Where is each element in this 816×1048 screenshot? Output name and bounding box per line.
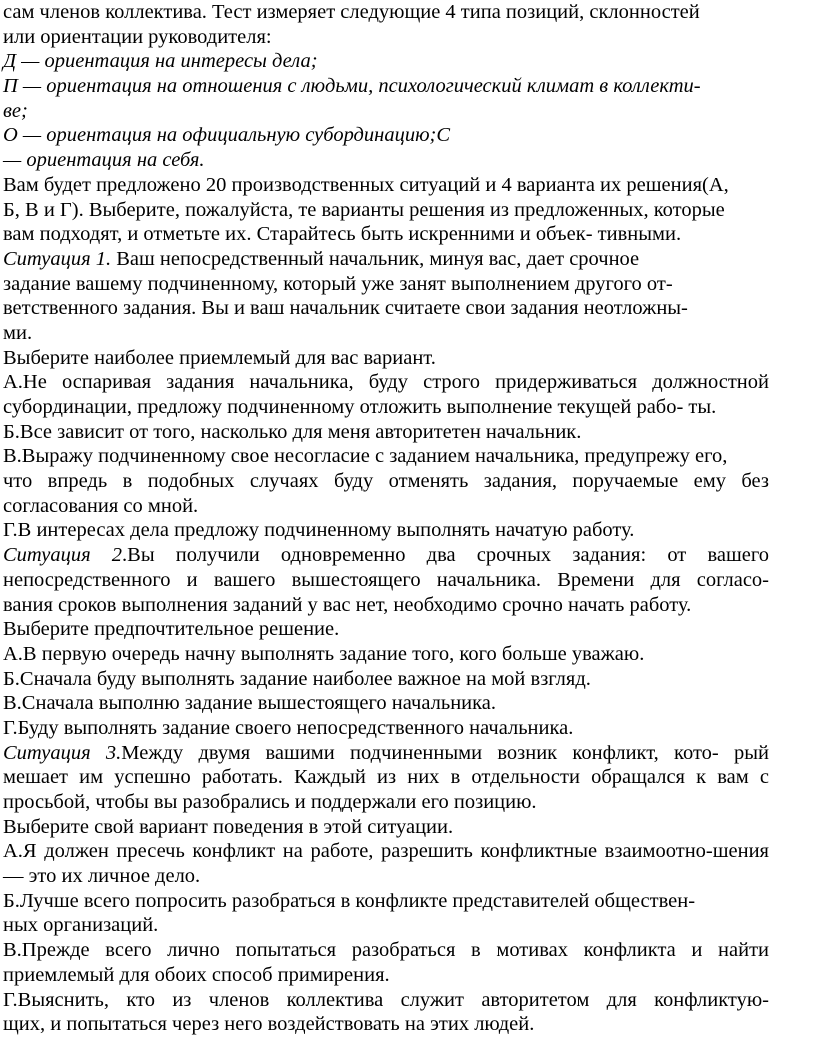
text-line xyxy=(3,864,813,889)
text-span: Б.Лучше всего попросить разобраться в конфликте представителей обществен- xyxy=(3,889,696,912)
text-span: Между двумя вашими подчиненными возник конфликт, кото- рый xyxy=(121,741,769,764)
text-span: А.В первую очередь начну выполнять задание того, кого больше уважаю. xyxy=(3,642,645,665)
italic-text: Ситуация 1. xyxy=(3,247,112,270)
italic-text: Ситуация 3. xyxy=(3,741,122,764)
text-line xyxy=(3,296,813,321)
text-span: Ваш непосредственный начальник, минуя вас, дает срочное xyxy=(111,247,640,270)
text-line xyxy=(3,568,769,593)
text-line xyxy=(3,963,813,988)
text-line xyxy=(3,395,813,420)
text-line xyxy=(3,148,813,173)
text-line xyxy=(3,222,813,247)
text-span: Выберите наиболее приемлемый для вас вариант. xyxy=(3,346,436,369)
text-line xyxy=(3,247,813,272)
text-span: Выберите свой вариант поведения в этой ситуации. xyxy=(3,815,454,838)
text-line xyxy=(3,988,769,1013)
text-line xyxy=(3,518,813,543)
text-span: согласования со мной. xyxy=(3,494,199,517)
text-span: просьбой, чтобы вы разобрались и поддержали его позицию. xyxy=(3,791,537,813)
text-line xyxy=(3,1012,813,1037)
text-span: субординации, предложу подчиненному отложить выполнение текущей рабо- ты. xyxy=(3,396,717,418)
text-line xyxy=(3,790,813,815)
text-span: Г.В интересах дела предложу подчиненному выполнять начатую работу. xyxy=(3,519,635,542)
text-span: Б.Сначала буду выполнять задание наиболее важное на мой взгляд. xyxy=(3,667,591,690)
text-line xyxy=(3,494,813,519)
italic-text: ве; xyxy=(3,99,28,122)
text-line xyxy=(3,99,813,124)
text-span: ных организаций. xyxy=(3,914,159,937)
text-span: ветственного задания. Вы и ваш начальник считаете свои задания неотложны- xyxy=(3,297,688,320)
text-span: приемлемый для обоих способ примирения. xyxy=(3,963,390,986)
text-line xyxy=(3,889,813,914)
text-line xyxy=(3,716,813,741)
text-line xyxy=(3,839,769,864)
text-span: В.Сначала выполню задание вышестоящего начальника. xyxy=(3,692,497,715)
italic-text: О — ориентация на официальную субординацию;С xyxy=(3,124,451,147)
text-line xyxy=(3,370,769,395)
text-span: непосредственного и вашего вышестоящего начальника. Времени для согласо- xyxy=(3,568,769,591)
text-line xyxy=(3,642,813,667)
text-span: Г.Выяснить, кто из членов коллектива служит авторитетом для конфликтую- xyxy=(3,988,769,1011)
text-line xyxy=(3,617,813,642)
text-span: В.Прежде всего лично попытаться разобраться в мотивах конфликта и найти xyxy=(3,939,769,962)
text-span: Б.Все зависит от того, насколько для меня авторитетен начальник. xyxy=(3,420,582,443)
italic-text: Д — ориентация на интересы дела; xyxy=(3,50,318,73)
text-span: Выберите предпочтительное решение. xyxy=(3,618,340,641)
text-line xyxy=(3,938,769,963)
text-span: сам членов коллектива. Тест измеряет следующие 4 типа позиций, склонностей xyxy=(3,1,700,23)
text-span: что впредь в подобных случаях буду отменять задания, поручаемые ему без xyxy=(3,470,769,493)
text-span: ми. xyxy=(3,321,33,344)
text-span: Г.Буду выполнять задание своего непосредственного начальника. xyxy=(3,716,574,739)
text-line xyxy=(3,667,813,692)
text-line xyxy=(3,0,813,25)
italic-text: Ситуация 2 xyxy=(3,544,123,567)
text-span: А.Не оспаривая задания начальника, буду строго придерживаться должностной xyxy=(3,371,769,394)
text-line xyxy=(3,346,813,371)
text-line xyxy=(3,49,813,74)
text-line xyxy=(3,741,769,766)
text-line xyxy=(3,25,813,50)
text-span: мешает им успешно работать. Каждый из них в отдельности обращался к вам с xyxy=(3,766,769,789)
text-span: — это их личное дело. xyxy=(3,865,201,888)
text-line xyxy=(3,173,813,198)
text-span: щих, и попытаться через него воздействовать на этих людей. xyxy=(3,1013,535,1036)
italic-text: П — ориентация на отношения с людьми, психологический климат в коллекти- xyxy=(3,75,701,98)
text-span: вам подходят, и отметьте их. Старайтесь быть искренними и объек- тивными. xyxy=(3,223,682,246)
text-line xyxy=(3,913,813,938)
text-line xyxy=(3,420,813,445)
text-span: задание вашему подчиненному, который уже занят выполнением другого от- xyxy=(3,272,673,295)
text-line xyxy=(3,444,813,469)
text-span: или ориентации руководителя: xyxy=(3,25,272,48)
text-line xyxy=(3,469,769,494)
text-line xyxy=(3,543,769,568)
italic-text: — ориентация на себя. xyxy=(3,149,205,172)
text-span: Вам будет предложено 20 производственных ситуаций и 4 варианта их решения(А, xyxy=(3,173,729,196)
text-line xyxy=(3,272,813,297)
text-line xyxy=(3,123,813,148)
text-span: .Вы получили одновременно два срочных задания: от вашего xyxy=(122,544,769,567)
text-line xyxy=(3,815,813,840)
text-span: Б, В и Г). Выберите, пожалуйста, те варианты решения из предложенных, которые xyxy=(3,198,725,221)
text-line xyxy=(3,765,769,790)
text-line xyxy=(3,321,813,346)
text-span: А.Я должен пресечь конфликт на работе, разрешить конфликтные взаимоотно-шения xyxy=(3,840,769,863)
document-page xyxy=(3,0,813,1037)
text-line xyxy=(3,691,813,716)
text-line xyxy=(3,593,813,618)
text-line xyxy=(3,74,813,99)
text-span: В.Выражу подчиненному свое несогласие с заданием начальника, предупрежу его, xyxy=(3,445,728,468)
text-span: вания сроков выполнения заданий у вас нет, необходимо срочно начать работу. xyxy=(3,593,692,616)
text-line xyxy=(3,198,813,223)
